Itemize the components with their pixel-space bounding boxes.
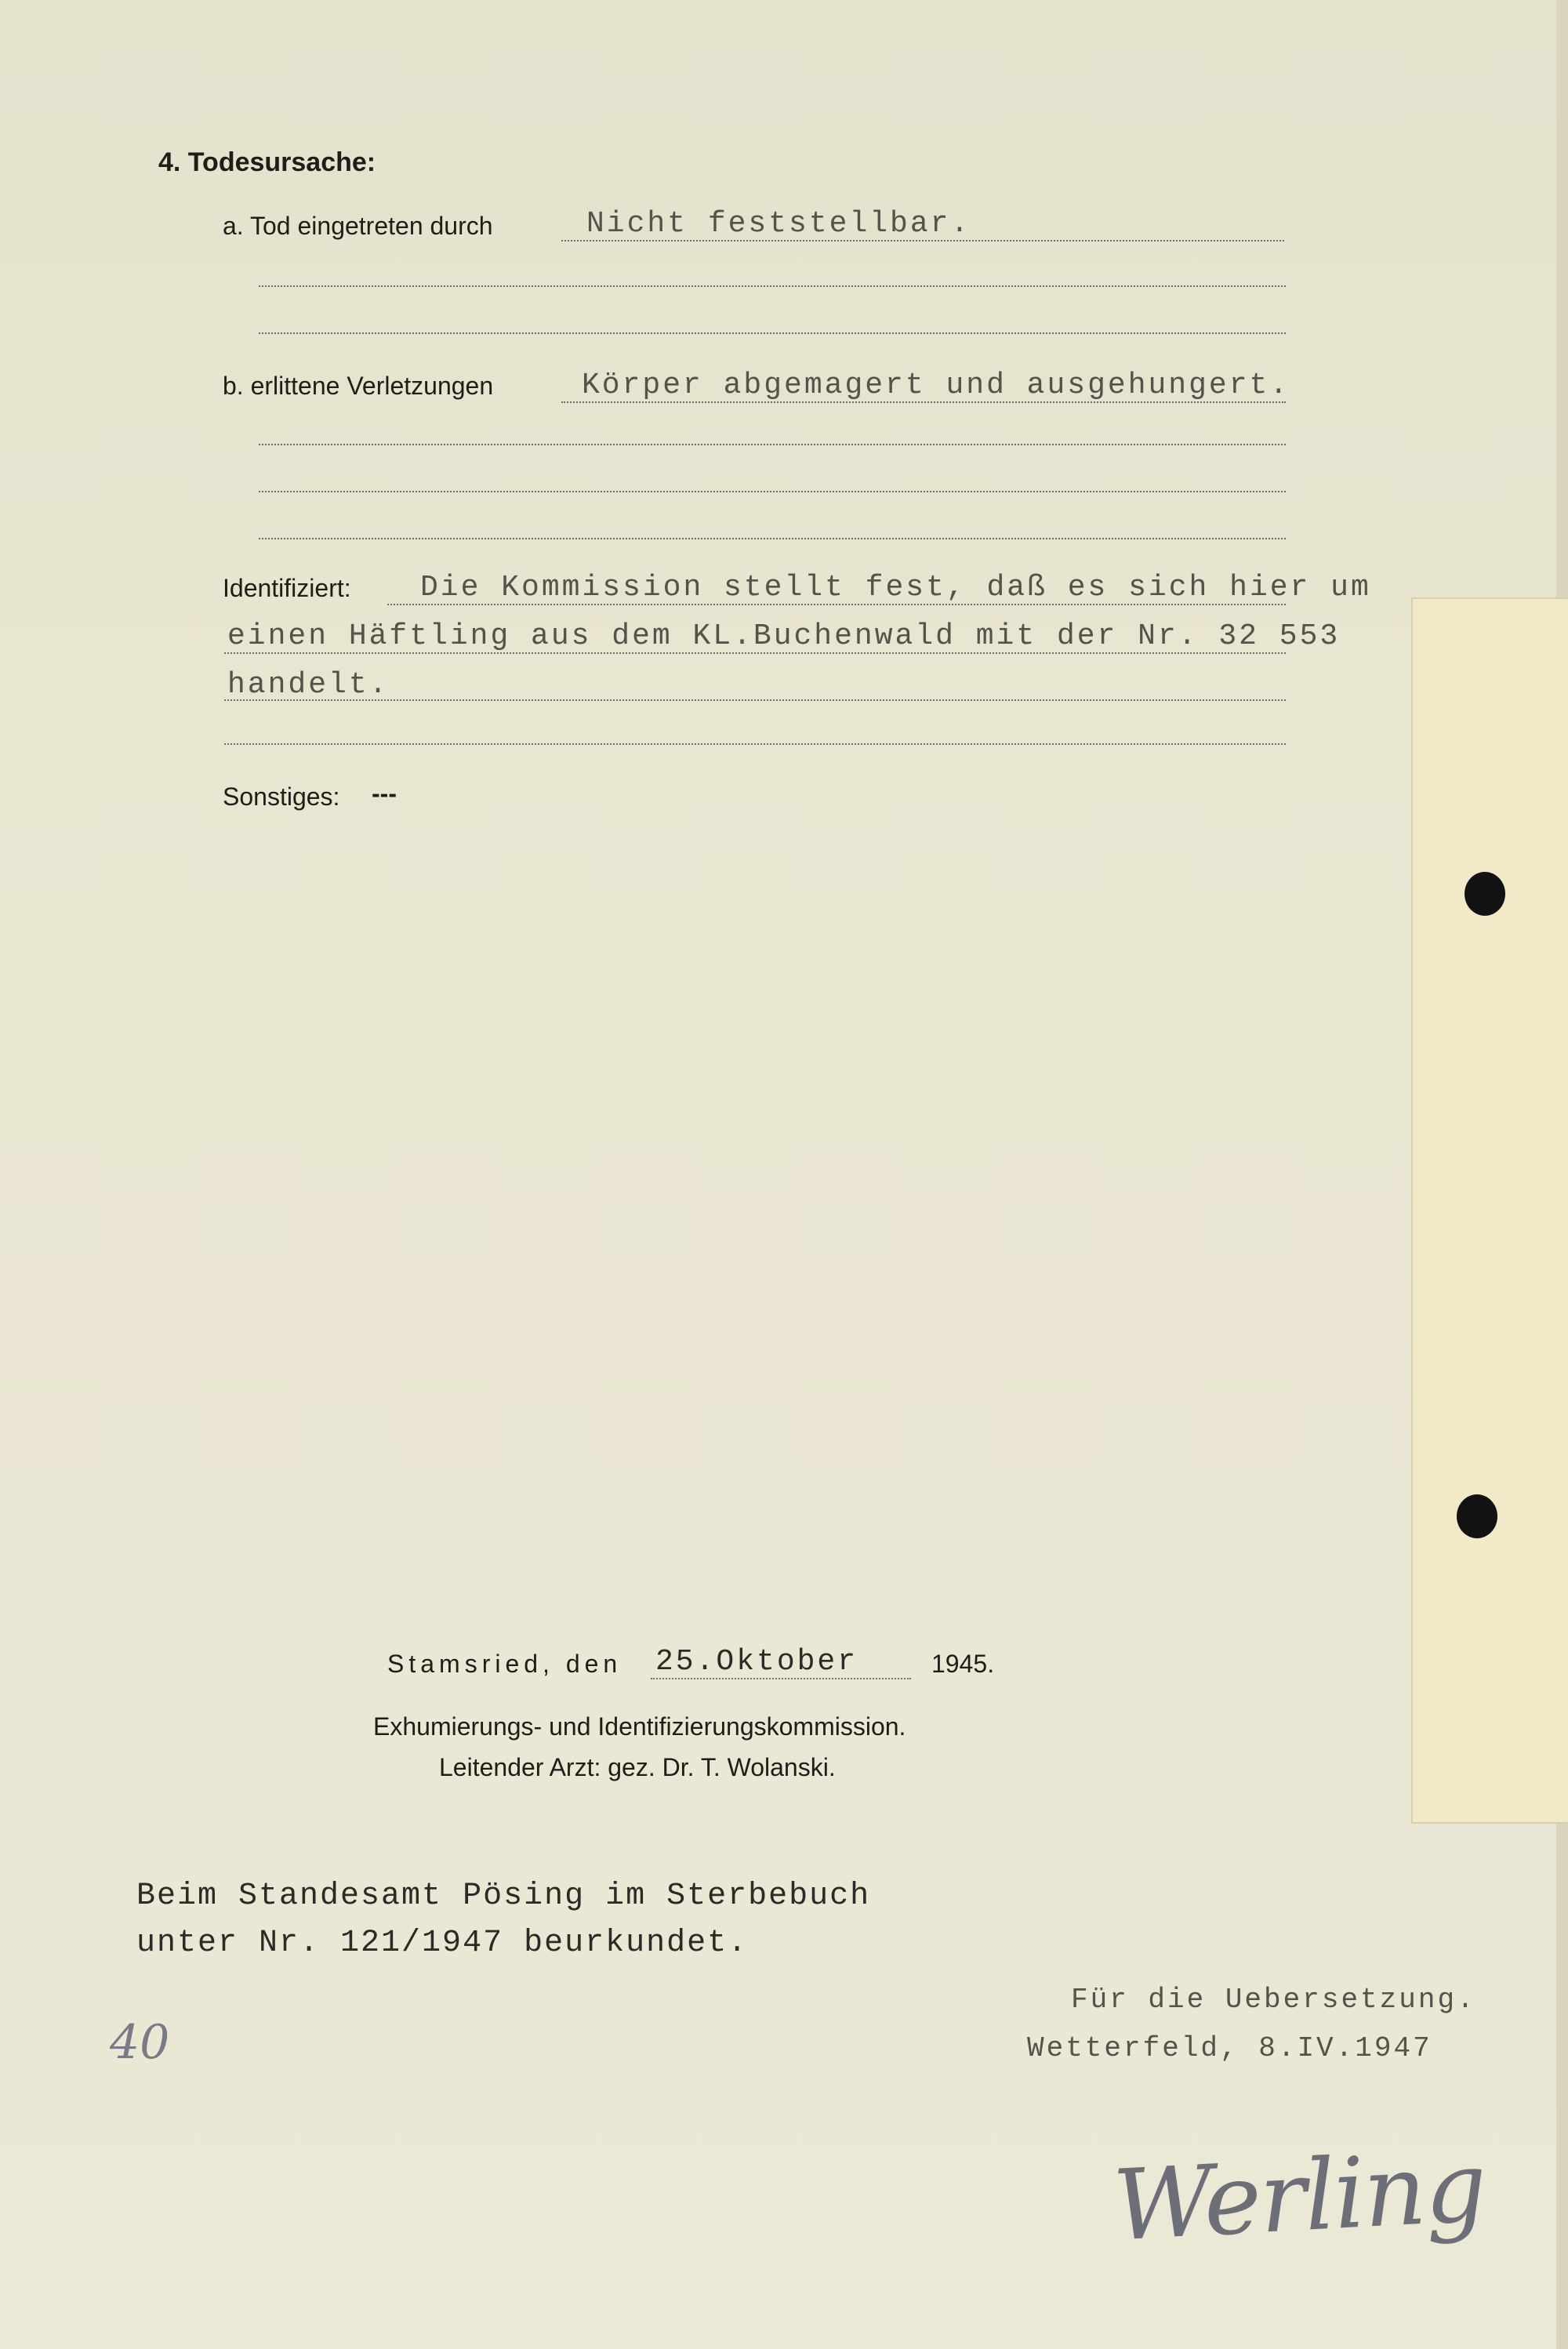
field-value-injuries: Körper abgemagert und ausgehungert.: [582, 369, 1290, 402]
identified-line-1: Die Kommission stellt fest, daß es sich hier um: [420, 571, 1371, 604]
punch-hole-upper: [1465, 872, 1505, 916]
binding-tab: [1411, 597, 1568, 1824]
field-label-cause: a. Tod eingetreten durch: [223, 212, 493, 240]
field-value-other: ---: [372, 779, 397, 808]
fill-line: [224, 699, 1286, 701]
fill-line: [259, 285, 1286, 287]
year-label: 1945.: [931, 1650, 995, 1678]
registry-note-line-1: Beim Standesamt Pösing im Sterbebuch: [136, 1879, 871, 1914]
punch-hole-lower: [1457, 1494, 1497, 1538]
fill-line: [561, 401, 1286, 403]
identified-line-3: handelt.: [227, 668, 390, 702]
fill-line: [224, 652, 1286, 654]
field-label-other: Sonstiges:: [223, 782, 340, 811]
margin-number: 40: [110, 2015, 170, 2070]
fill-line: [259, 538, 1286, 539]
signing-doctor: Leitender Arzt: gez. Dr. T. Wolanski.: [439, 1753, 836, 1781]
translation-note-line-2: Wetterfeld, 8.IV.1947: [1027, 2032, 1432, 2064]
fill-line: [224, 743, 1286, 745]
field-label-identified: Identifiziert:: [223, 574, 351, 602]
translation-note-line-1: Für die Uebersetzung.: [1071, 1984, 1476, 2016]
field-value-cause: Nicht feststellbar.: [586, 207, 971, 241]
fill-line: [561, 240, 1284, 241]
date-value: 25.Oktober: [655, 1645, 858, 1679]
field-label-injuries: b. erlittene Verletzungen: [223, 372, 494, 400]
identified-line-2: einen Häftling aus dem KL.Buchenwald mit der Nr. 32 553: [227, 619, 1341, 653]
fill-line: [387, 604, 1286, 605]
section-heading: 4. Todesursache:: [158, 147, 376, 177]
fill-line: [259, 444, 1286, 445]
fill-line: [259, 491, 1286, 492]
fill-line: [651, 1678, 911, 1679]
place-label: Stamsried, den: [387, 1650, 622, 1678]
registry-note-line-2: unter Nr. 121/1947 beurkundet.: [136, 1926, 749, 1961]
signature: Werling: [1110, 2130, 1489, 2264]
commission-name: Exhumierungs- und Identifizierungskommission.: [373, 1712, 906, 1741]
fill-line: [259, 332, 1286, 334]
